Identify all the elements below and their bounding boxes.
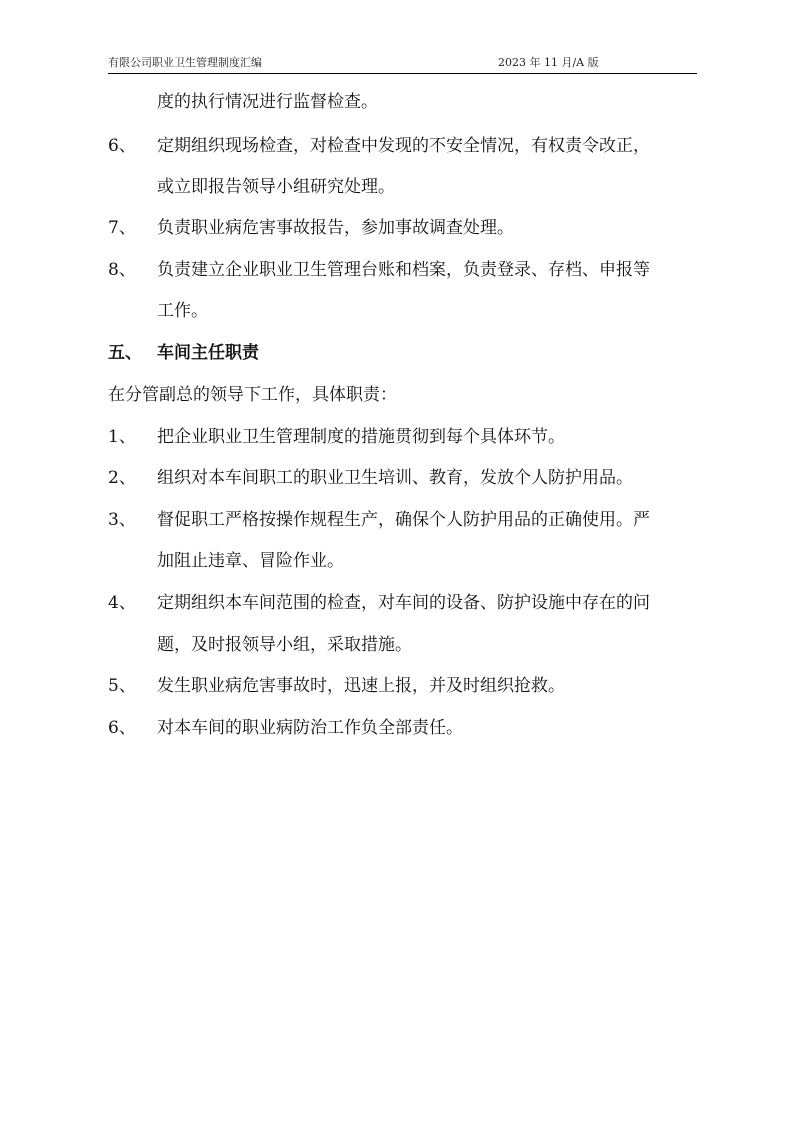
item-text: 把企业职业卫生管理制度的措施贯彻到每个具体环节。 [157,427,565,447]
item-number: 1、 [108,427,136,447]
item-number: 2、 [108,468,136,488]
item-text: 定期组织本车间范围的检查，对车间的设备、防护设施中存在的问 [157,593,650,613]
item-text: 题，及时报领导小组，采取措施。 [157,635,412,655]
header-divider [108,73,697,74]
item-number: 5、 [108,676,136,696]
item-text: 督促职工严格按操作规程生产，确保个人防护用品的正确使用。严 [157,510,650,530]
header-document-title: 有限公司职业卫生管理制度汇编 [108,56,262,69]
section-number: 五、 [108,343,142,363]
section-title: 车间主任职责 [157,343,259,363]
item-text: 工作。 [157,301,208,321]
item-number: 7、 [108,218,136,238]
item-text: 负责建立企业职业卫生管理台账和档案，负责登录、存档、申报等 [157,260,650,280]
item-number: 6、 [108,718,136,738]
item-number: 4、 [108,593,136,613]
item-text: 定期组织现场检查，对检查中发现的不安全情况，有权责令改正， [157,136,650,156]
item-text: 发生职业病危害事故时，迅速上报，并及时组织抢救。 [157,676,565,696]
item-text: 负责职业病危害事故报告，参加事故调查处理。 [157,218,514,238]
header-version: 2023 年 11 月/A 版 [498,56,599,69]
item-text: 组织对本车间职工的职业卫生培训、教育，发放个人防护用品。 [157,468,633,488]
continuation-line: 度的执行情况进行监督检查。 [157,92,378,112]
item-text: 对本车间的职业病防治工作负全部责任。 [157,718,463,738]
item-text: 加阻止违章、冒险作业。 [157,551,344,571]
section-intro: 在分管副总的领导下工作，具体职责： [108,385,397,405]
item-text: 或立即报告领导小组研究处理。 [157,177,395,197]
item-number: 3、 [108,510,136,530]
item-number: 6、 [108,136,136,156]
item-number: 8、 [108,260,136,280]
